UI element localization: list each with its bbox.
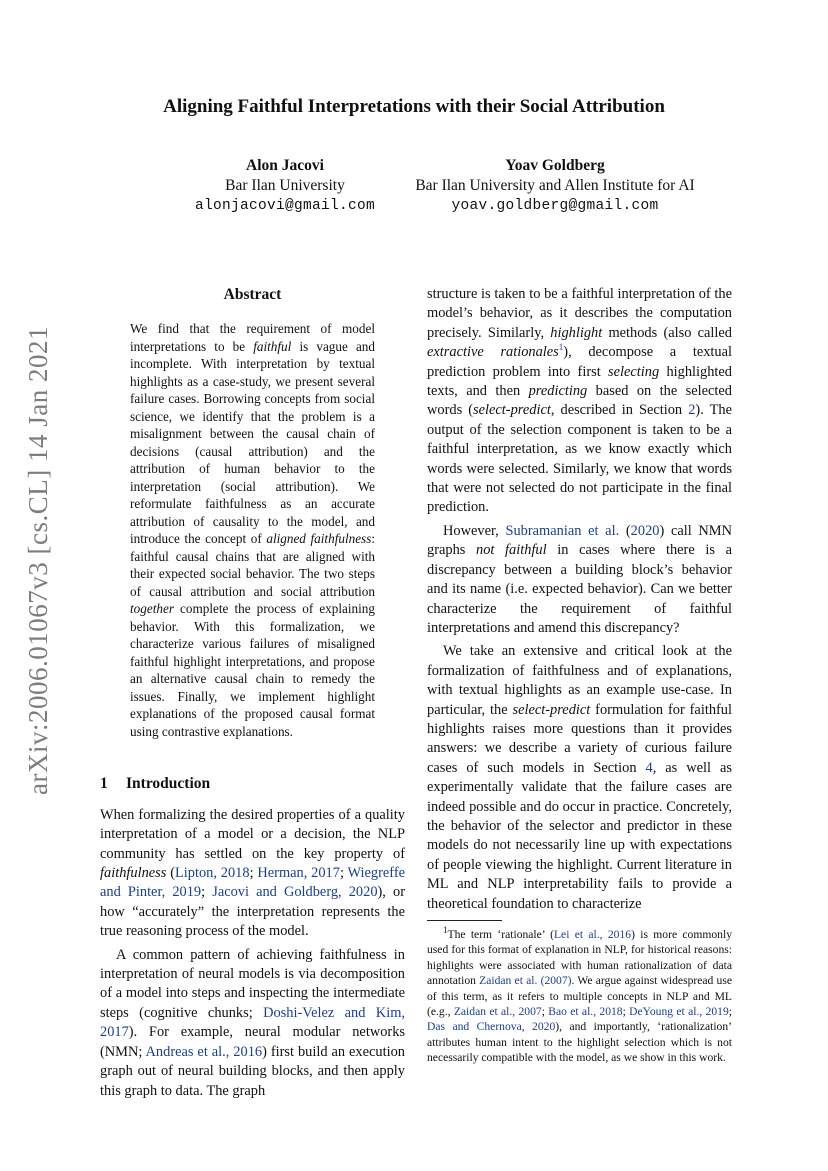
author-affiliation: Bar Ilan University [225, 177, 345, 194]
citation-link[interactable]: Das and Chernova, 2020 [427, 1020, 556, 1034]
abstract-heading: Abstract [223, 286, 282, 303]
intro-paragraph-3: However, Subramanian et al. (2020) call NMN graphs not faithful in cases where there is a discrepancy between a building block’s behavior and its name (i.e. expected behavior). Can we better characterize the requirement of faithful interpretations and amend this discrepancy? [427, 522, 732, 636]
arxiv-side-stamp [20, 240, 56, 880]
author-email: alonjacovi@gmail.com [194, 198, 376, 214]
author-affiliation: Bar Ilan University and Allen Institute for AI [415, 177, 695, 194]
section-heading-introduction [100, 774, 405, 793]
section-link[interactable]: 2 [688, 402, 696, 419]
arxiv-identifier: arXiv:2006.01067v3 [cs.CL] 14 Jan 2021 [22, 325, 53, 795]
footnote-divider [427, 920, 502, 921]
citation-link[interactable]: Subramanian et al. [505, 522, 620, 539]
citation-link[interactable]: 2020 [630, 522, 660, 539]
author-email: yoav.goldberg@gmail.com [451, 198, 659, 214]
citation-link[interactable]: DeYoung et al., 2019 [629, 1005, 729, 1019]
intro-paragraph-2-continued: structure is taken to be a faithful interpretation of the model’s behavior, as it describes the computation precisely. Similarly, highlight methods (also called extractive rationales$^1$), decompose a textual prediction problem into first selecting highlighted texts, and then predicting based on the selected words (select-predict, described in Section 2). The output of the selection component is taken to be a faithful interpretation, as we know exactly which words were selected. Similarly, we know that words that were not selected do not participate in the final prediction. [427, 286, 733, 516]
citation-link[interactable]: Jacovi and Goldberg, 2020 [212, 884, 378, 901]
author-name: Yoav Goldberg [505, 157, 605, 174]
intro-paragraph-4: We take an extensive and critical look at the formalization of faithfulness and of explanations, with textual highlights as an example use-case. In particular, the select-predict formulation for faithful highlights raises more questions than it provides answers: we describe a variety of curious failure cases of such models in Section 4, as well as experimentally validate that the failure cases are indeed possible and do occur in practice. Concretely, the behavior of the selector and predictor in these models do not necessarily line up with expectations of people viewing the highlight. Current literature in ML and NLP interpretability fails to provide a theoretical foundation to characterize [427, 643, 732, 912]
section-number: 1 [100, 775, 108, 793]
citation-link[interactable]: Bao et al., 2018 [548, 1005, 623, 1019]
section-link[interactable]: 4 [645, 759, 653, 776]
intro-paragraph-1: When formalizing the desired properties of a quality interpretation of a model or a decision, the NLP community has settled on the key property of faithfulness (Lipton, 2018; Herman, 2017; Wiegreffe and Pinter, 2019; Jacovi and Goldberg, 2020), or how “accurately” the interpretation represents the true reasoning process of the model. [100, 806, 405, 940]
section-title: Introduction [126, 775, 211, 793]
author-name: Alon Jacovi [246, 157, 324, 174]
footnote-number: 1 [443, 925, 448, 936]
left-column [100, 285, 405, 1101]
citation-link[interactable]: Lipton, 2018 [175, 865, 250, 882]
footnote: $^1$The term ‘rationale’ (Lei et al., 2016) is more commonly used for this format of explanation in NLP, for historical reasons: highlights were associated with human rationalization of data annotation Zaidan et al. (2007). We argue against widespread use of this term, as it refers to multiple concepts in NLP and ML (e.g., Zaidan et al., 2007; Bao et al., 2018; DeYoung et al., 2019; Das and Chernova, 2020), and importantly, ‘rationalization’ attributes human intent to the highlight selection which is not necessarily compatible with the model, as we show in this work. [427, 925, 732, 1065]
footnote-marker[interactable]: 1 [558, 342, 564, 353]
citation-link[interactable]: Andreas et al., 2016 [145, 1043, 263, 1060]
citation-link[interactable]: Zaidan et al. (2007) [479, 974, 572, 988]
paper-title: Aligning Faithful Interpretations with their Social Attribution [163, 96, 665, 117]
citation-link[interactable]: Herman, 2017 [257, 865, 340, 882]
citation-link[interactable]: Zaidan et al., 2007 [453, 1005, 542, 1019]
right-column [427, 285, 732, 1066]
author-block-1 [160, 156, 410, 216]
abstract-text: We find that the requirement of model interpretations to be faithful is vague and incomplete. With interpretation by textual highlights as a case-study, we present several failure cases. Borrowing concepts from social science, we identify that the problem is a misalignment between the causal chain of decisions (causal attribution) and the attribution of human behavior to the interpretation (social attribution). We reformulate faithfulness as an accurate attribution of causality to the model, and introduce the concept of aligned faithfulness: faithful causal chains that are aligned with their expected social behavior. The two steps of causal attribution and social attribution together complete the process of explaining behavior. With this formalization, we characterize various failures of misaligned faithful highlight interpretations, and propose an alternative causal chain to remedy the issues. Finally, we implement highlight explanations of the proposed causal format using contrastive explanations. [130, 321, 375, 739]
author-block-2 [395, 156, 715, 216]
citation-link[interactable]: Doshi-Velez and Kim, 2017 [100, 1004, 405, 1041]
intro-paragraph-2: A common pattern of achieving faithfulness in interpretation of neural models is via decomposition of a model into steps and inspecting the intermediate steps (cognitive chunks; Doshi-Velez and Kim, 2017). For example, neural modular networks (NMN; Andreas et al., 2016) first build an execution graph out of neural building blocks, and then apply this graph to data. The graph [100, 946, 405, 1099]
citation-link[interactable]: Wiegreffe and Pinter, 2019 [100, 865, 405, 901]
citation-link[interactable]: Lei et al., 2016 [553, 928, 632, 941]
